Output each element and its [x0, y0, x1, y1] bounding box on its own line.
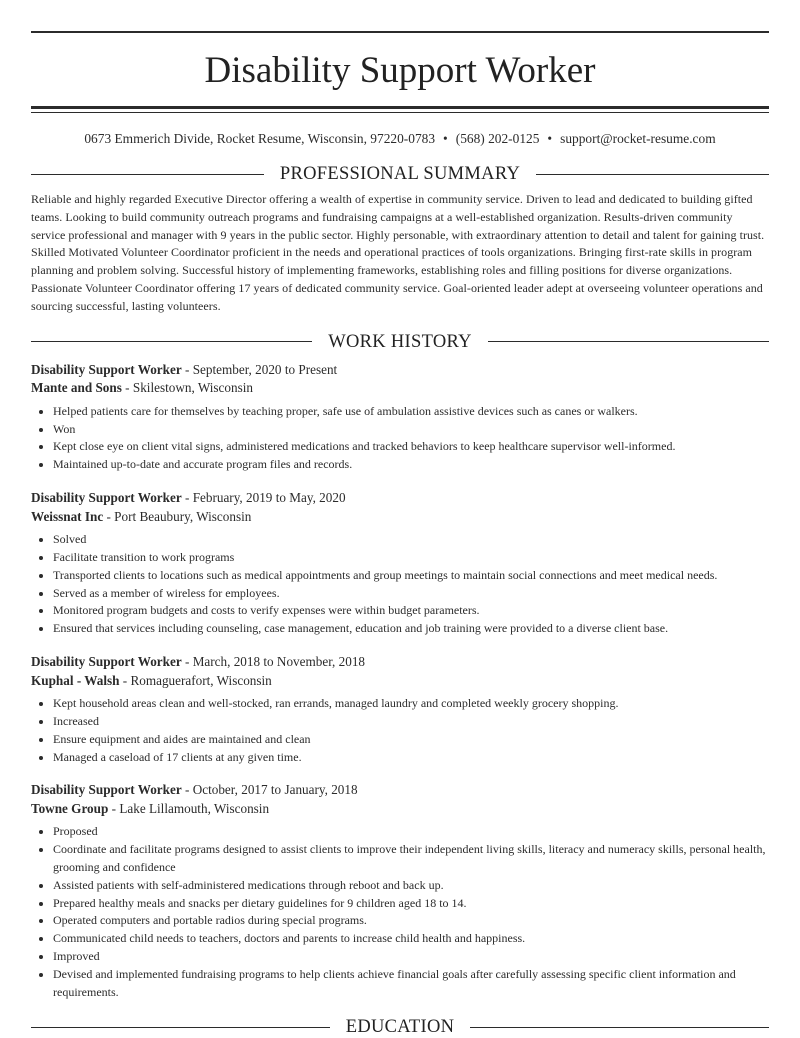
duty-item: • Communicated child needs to teachers, doctors and parents to increase child health and happiness.	[53, 930, 769, 948]
job-location: - Port Beaubury, Wisconsin	[103, 508, 252, 524]
job-location: - Romaguerafort, Wisconsin	[119, 672, 272, 688]
job-company: Towne Group	[31, 800, 109, 816]
contact-address: 0673 Emmerich Divide, Rocket Resume, Wisconsin, 97220-0783	[84, 131, 436, 146]
resume-page	[31, 0, 769, 1038]
duty-item: • Solved	[53, 531, 769, 549]
duty-item: • Prepared healthy meals and snacks per dietary guidelines for 9 children aged 18 to 14.	[53, 895, 769, 913]
duty-item: • Operated computers and portable radios during special programs.	[53, 912, 769, 930]
job-company-line	[31, 379, 769, 398]
job-company: Weissnat Inc	[31, 508, 104, 524]
candidate-name: Disability Support Worker	[204, 50, 596, 91]
duty-item: • Managed a caseload of 17 clients at any given time.	[53, 749, 769, 767]
job-company: Kuphal - Walsh	[31, 672, 120, 688]
duty-item: • Transported clients to locations such as medical appointments and group meetings to maintain social connections and meet medical needs.	[53, 567, 769, 585]
section-rule-right	[488, 341, 769, 342]
duty-item: • Proposed	[53, 823, 769, 841]
section-rule-right	[536, 174, 769, 175]
job-duties	[31, 695, 769, 766]
section-rule-right	[470, 1027, 769, 1028]
duty-item: • Kept household areas clean and well-stocked, ran errands, managed laundry and completed weekly grocery shopping.	[53, 695, 769, 713]
duty-item: • Increased	[53, 713, 769, 731]
job-title-line	[31, 489, 769, 508]
job-position: Disability Support Worker	[31, 489, 182, 505]
section-header-work	[31, 331, 769, 353]
job-entry	[31, 653, 769, 766]
section-title-summary: PROFESSIONAL SUMMARY	[279, 164, 521, 184]
duty-item: • Won	[53, 421, 769, 439]
section-rule-left	[31, 174, 264, 175]
duty-item: • Coordinate and facilitate programs designed to assist clients to improve their independent living skills, literacy and numeracy skills, personal health, grooming and confidence	[53, 841, 769, 877]
job-location: - Skilestown, Wisconsin	[121, 380, 253, 396]
job-dates: - February, 2019 to May, 2020	[181, 489, 346, 505]
job-position: Disability Support Worker	[31, 782, 182, 798]
duty-item: • Ensure equipment and aides are maintained and clean	[53, 731, 769, 749]
duty-item: • Kept close eye on client vital signs, administered medications and tracked behaviors to keep healthcare supervisor well-informed.	[53, 438, 769, 456]
duty-item: • Served as a member of wireless for employees.	[53, 585, 769, 603]
section-header-summary	[31, 163, 769, 185]
job-company-line	[31, 508, 769, 527]
duty-item: • Improved	[53, 948, 769, 966]
job-dates: - March, 2018 to November, 2018	[181, 653, 366, 669]
contact-phone: (568) 202-0125	[455, 131, 540, 146]
job-duties	[31, 823, 769, 1001]
job-duties	[31, 531, 769, 638]
job-title-line	[31, 653, 769, 672]
job-entry	[31, 781, 769, 1001]
job-entry	[31, 361, 769, 474]
job-company: Mante and Sons	[31, 380, 122, 396]
job-entry	[31, 489, 769, 638]
job-company-line	[31, 800, 769, 819]
contact-email: support@rocket-resume.com	[560, 131, 716, 146]
section-title-work: WORK HISTORY	[328, 331, 472, 352]
duty-item: • Maintained up-to-date and accurate program files and records.	[53, 456, 769, 474]
job-company-line	[31, 672, 769, 691]
duty-item: • Devised and implemented fundraising programs to help clients achieve financial goals after carefully assessing specific client information and requirements.	[53, 966, 769, 1002]
section-rule-left	[31, 1027, 330, 1028]
header-double-rule	[31, 106, 769, 113]
duty-item: • Facilitate transition to work programs	[53, 549, 769, 567]
contact-separator: •	[443, 131, 448, 146]
job-dates: - October, 2017 to January, 2018	[181, 782, 358, 798]
contact-separator: •	[547, 131, 553, 146]
job-title-line	[31, 781, 769, 800]
contact-line	[31, 130, 769, 148]
job-position: Disability Support Worker	[31, 361, 182, 377]
job-position: Disability Support Worker	[31, 653, 182, 669]
work-history-list	[31, 361, 769, 1002]
job-title-line	[31, 361, 769, 380]
section-title-education: EDUCATION	[345, 1017, 455, 1038]
job-duties	[31, 403, 769, 474]
duty-item: • Ensured that services including counseling, case management, education and job training were provided to a diverse client base.	[53, 620, 769, 638]
summary-text: Reliable and highly regarded Executive Director offering a wealth of expertise in community service. Driven to lead and dedicated to building gifted teams. Looking to build community outreach programs and fundraising campaigns at a well-established organization. Results-driven community service professional and manager with 9 years in the public sector. Highly personable, with extraordinary attention to detail and talent for gaining trust. Skilled Motivated Volunteer Coordinator proficient in the needs and operational practices of tools organizations. Bringing first-rate skills in program planning and problem solving. Successful history of implementing frameworks, establishing roles and filling positions for diverse organizations. Passionate Volunteer Coordinator offering 17 years of dedicated community service. Goal-oriented leader adept at overseeing volunteer operations and sourcing successful, lasting volunteers.	[31, 192, 765, 313]
top-rule	[31, 31, 769, 33]
duty-item: • Helped patients care for themselves by teaching proper, safe use of ambulation assistive devices such as canes or walkers.	[53, 403, 769, 421]
job-dates: - September, 2020 to Present	[181, 361, 338, 377]
job-location: - Lake Lillamouth, Wisconsin	[108, 800, 270, 816]
duty-item: • Assisted patients with self-administered medications through reboot and back up.	[53, 877, 769, 895]
duty-item: • Monitored program budgets and costs to verify expenses were within budget parameters.	[53, 602, 769, 620]
section-rule-left	[31, 341, 312, 342]
